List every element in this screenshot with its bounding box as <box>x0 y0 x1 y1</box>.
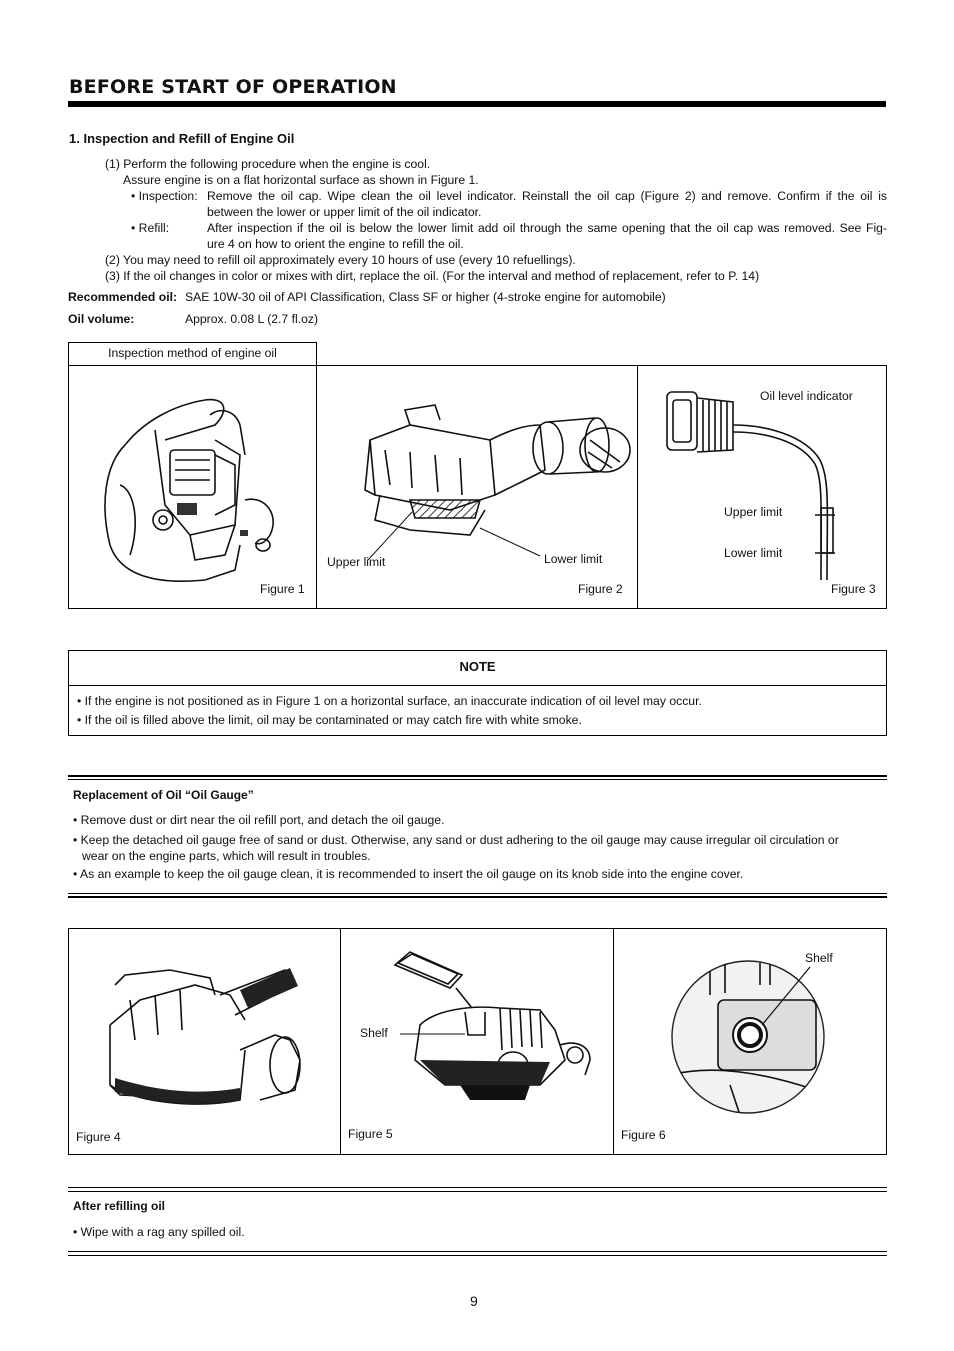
gauge-top-rule <box>68 775 887 780</box>
figure-5-caption: Figure 5 <box>348 1127 393 1141</box>
figure-3-caption: Figure 3 <box>831 582 876 596</box>
section-heading: 1. Inspection and Refill of Engine Oil <box>69 131 295 146</box>
gauge-item-2-line-2: wear on the engine parts, which will result in troubles. <box>82 849 371 863</box>
figure-6-caption: Figure 6 <box>621 1128 666 1142</box>
page-number: 9 <box>470 1293 478 1309</box>
refill-divider-2 <box>613 928 614 1155</box>
gauge-bottom-rule <box>68 893 887 898</box>
refill-label: • Refill: <box>131 221 170 235</box>
note-divider <box>69 685 886 686</box>
figure-2-upper-limit-label: Upper limit <box>327 555 386 569</box>
step-2: (2) You may need to refill oil approximately every 10 hours of use (every 10 refuellings). <box>105 253 576 267</box>
figure-3-upper-limit-label: Upper limit <box>724 505 783 519</box>
gauge-item-1: • Remove dust or dirt near the oil refill port, and detach the oil gauge. <box>73 813 445 827</box>
figure-6-shelf-illustration <box>670 955 830 1120</box>
after-bottom-rule <box>68 1251 887 1256</box>
gauge-heading: Replacement of Oil “Oil Gauge” <box>73 788 254 802</box>
inspection-divider-1 <box>316 365 317 609</box>
note-item-1: • If the engine is not positioned as in Figure 1 on a horizontal surface, an inaccurate indication of oil level may occur. <box>77 694 702 708</box>
figure-1-engine-illustration <box>95 385 295 590</box>
inspection-divider-2 <box>637 365 638 609</box>
figure-2-lower-limit-label: Lower limit <box>544 552 603 566</box>
note-item-2: • If the oil is filled above the limit, oil may be contaminated or may catch fire with white smoke. <box>77 713 582 727</box>
inspection-table-tab-label: Inspection method of engine oil <box>108 346 277 360</box>
oil-volume-label: Oil volume: <box>68 312 135 326</box>
inspection-label: • Inspection: <box>131 189 198 203</box>
title-rule <box>68 101 886 107</box>
step-1-line-1: (1) Perform the following procedure when the engine is cool. <box>105 157 431 171</box>
gauge-item-2-line-1: • Keep the detached oil gauge free of sand or dust. Otherwise, any sand or dust adhering to the oil gauge may cause irregular oil circulation or <box>73 833 839 847</box>
figure-4-caption: Figure 4 <box>76 1130 121 1144</box>
figure-2-caption: Figure 2 <box>578 582 623 596</box>
refill-text-1: After inspection if the oil is below the lower limit add oil through the same opening that the oil cap was removed. See Fig- <box>207 221 887 235</box>
gauge-item-3: • As an example to keep the oil gauge clean, it is recommended to insert the oil gauge on its knob side into the engine cover. <box>73 867 744 881</box>
figure-5-refill-illustration <box>390 950 605 1125</box>
after-item: • Wipe with a rag any spilled oil. <box>73 1225 245 1239</box>
figure-2-oil-tank-illustration <box>350 400 635 560</box>
step-1-line-2: Assure engine is on a flat horizontal surface as shown in Figure 1. <box>123 173 479 187</box>
page-title: BEFORE START OF OPERATION <box>69 76 397 98</box>
after-top-rule <box>68 1187 887 1192</box>
inspection-table-tab <box>68 342 317 366</box>
inspection-text-2: between the lower or upper limit of the oil indicator. <box>207 205 482 219</box>
figure-1-caption: Figure 1 <box>260 582 305 596</box>
refill-text-2: ure 4 on how to orient the engine to refill the oil. <box>207 237 464 251</box>
note-heading: NOTE <box>459 659 496 674</box>
figure-3-indicator-label: Oil level indicator <box>760 389 853 403</box>
refill-divider-1 <box>340 928 341 1155</box>
oil-volume-value: Approx. 0.08 L (2.7 fl.oz) <box>185 312 319 326</box>
recommended-oil-value: SAE 10W-30 oil of API Classification, Class SF or higher (4-stroke engine for automobile) <box>185 290 666 304</box>
figure-4-refill-illustration <box>100 960 315 1120</box>
step-3: (3) If the oil changes in color or mixes with dirt, replace the oil. (For the interval and method of replacement, refer to P. 14) <box>105 269 760 283</box>
figure-3-lower-limit-label: Lower limit <box>724 546 783 560</box>
note-box <box>68 650 887 736</box>
figure-5-shelf-label: Shelf <box>360 1026 388 1040</box>
recommended-oil-label: Recommended oil: <box>68 290 178 304</box>
figure-6-shelf-label: Shelf <box>805 951 833 965</box>
after-heading: After refilling oil <box>73 1199 166 1213</box>
inspection-text-1: Remove the oil cap. Wipe clean the oil level indicator. Reinstall the oil cap (Figure 2) and remove. Confirm if the oil is <box>207 189 887 203</box>
